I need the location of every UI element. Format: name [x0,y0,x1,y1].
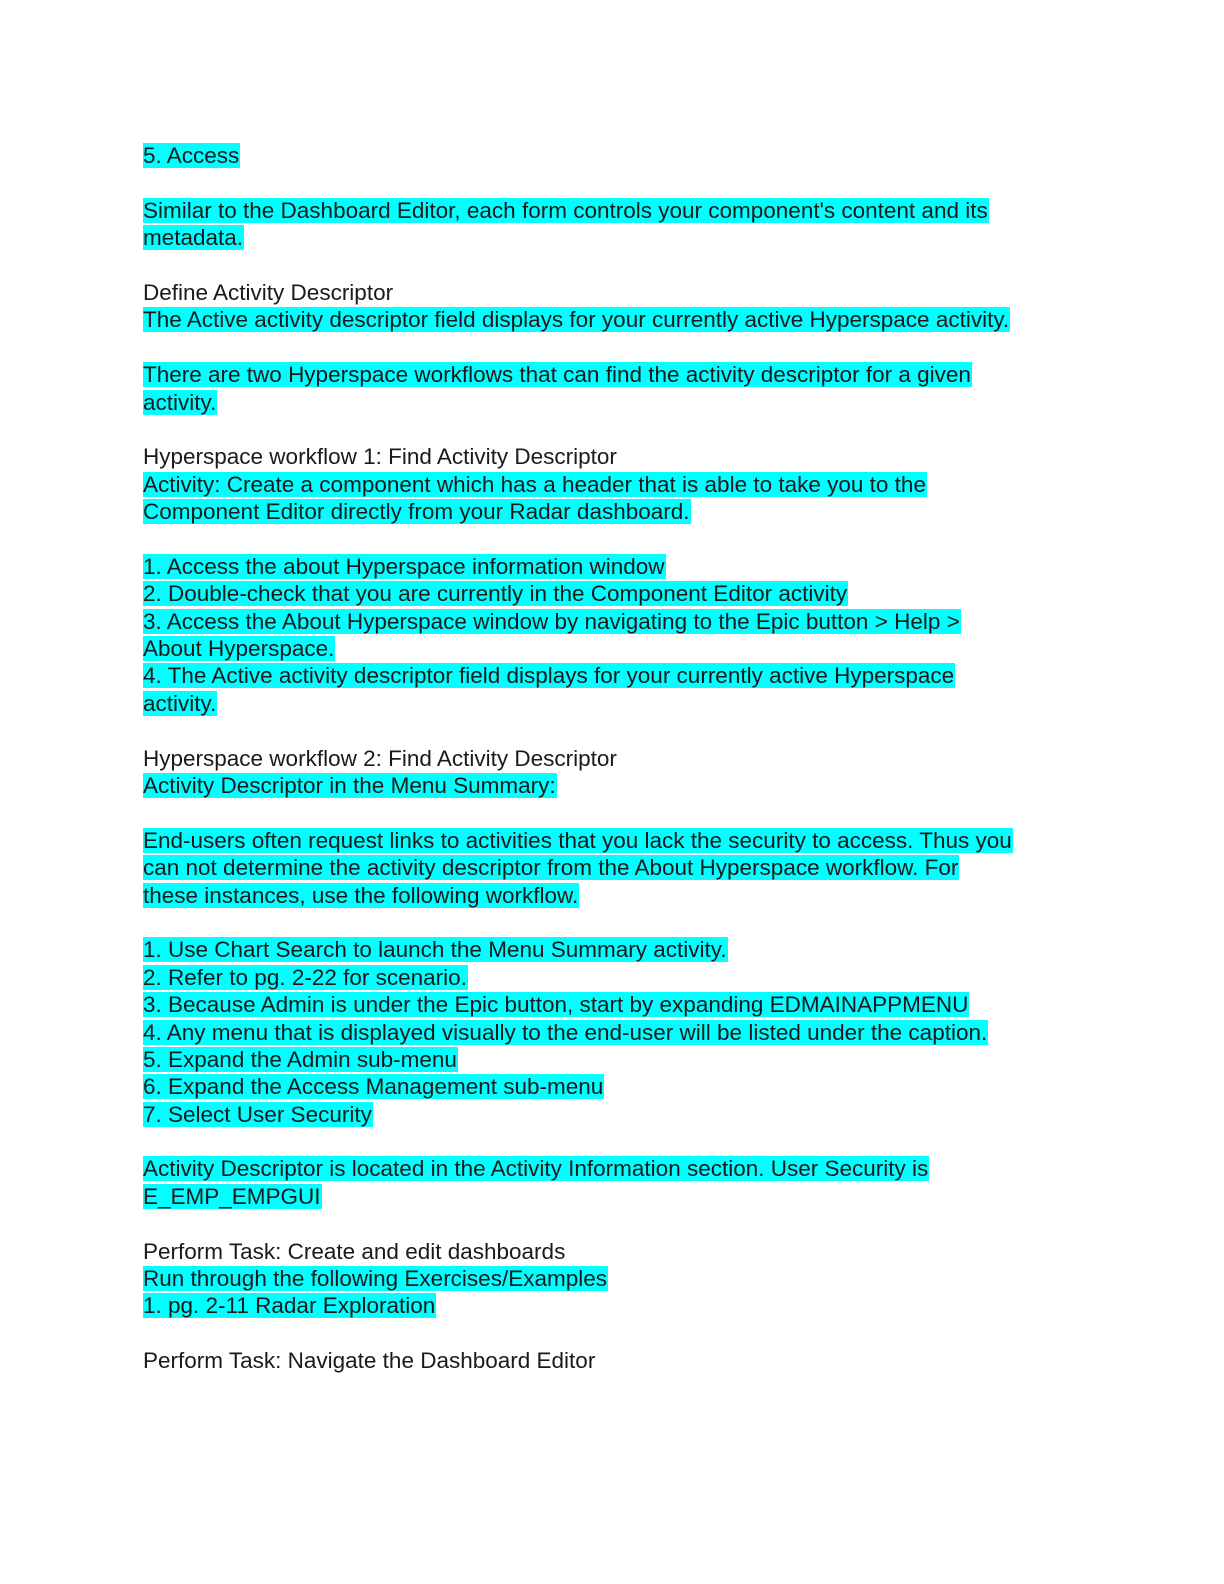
line-text: 4. Any menu that is displayed visually to the end-user will be listed under the caption. [143,1019,988,1045]
line-text: E_EMP_EMPGUI [143,1183,321,1209]
line-text: 3. Access the About Hyperspace window by navigating to the Epic button > Help > [143,608,960,634]
highlighted-text-line [143,580,1083,607]
line-text: activity. [143,690,217,716]
line-text: 1. Access the about Hyperspace information window [143,553,665,579]
text-line [143,1347,1083,1374]
blank-line [143,169,1083,196]
line-text: Component Editor directly from your Radar dashboard. [143,499,690,525]
document-page [143,142,1083,1375]
highlighted-text-line [143,1292,1083,1319]
highlighted-text-line [143,635,1083,662]
line-text: metadata. [143,225,244,251]
line-text: 5. Expand the Admin sub-menu [143,1046,457,1072]
line-text: 4. The Active activity descriptor field displays for your currently active Hyperspace [143,663,955,689]
highlighted-text-line [143,772,1083,799]
line-text: Similar to the Dashboard Editor, each form controls your component's content and its [143,197,988,223]
line-text: 5. Access [143,143,240,168]
highlighted-text-line [143,224,1083,251]
line-text: Perform Task: Navigate the Dashboard Editor [143,1348,596,1374]
line-text: activity. [143,389,217,415]
line-text: Perform Task: Create and edit dashboards [143,1238,566,1264]
highlighted-text-line [143,306,1083,333]
line-text: Define Activity Descriptor [143,279,394,305]
text-line [143,443,1083,470]
highlighted-text-line [143,361,1083,388]
blank-line [143,416,1083,443]
line-text: these instances, use the following workflow. [143,882,579,908]
highlighted-text-line [143,991,1083,1018]
line-text: Hyperspace workflow 2: Find Activity Descriptor [143,745,617,771]
line-text: can not determine the activity descriptor from the About Hyperspace workflow. For [143,855,959,881]
line-text: Activity Descriptor in the Menu Summary: [143,772,556,798]
blank-line [143,1128,1083,1155]
highlighted-text-line [143,1019,1083,1046]
line-text: There are two Hyperspace workflows that can find the activity descriptor for a given [143,362,971,388]
text-line [143,1238,1083,1265]
line-text: About Hyperspace. [143,636,335,662]
highlighted-text-line [143,964,1083,991]
highlighted-text-line [143,936,1083,963]
highlighted-text-line [143,1101,1083,1128]
document-body [143,142,1083,1375]
highlighted-text-line [143,662,1083,689]
line-text: 3. Because Admin is under the Epic button, start by expanding EDMAINAPPMENU [143,992,969,1018]
highlighted-text-line [143,553,1083,580]
line-text: 2. Double-check that you are currently in the Component Editor activity [143,581,848,607]
highlighted-text-line [143,854,1083,881]
blank-line [143,334,1083,361]
line-text: Activity: Create a component which has a header that is able to take you to the [143,471,926,497]
line-text: 6. Expand the Access Management sub-menu [143,1074,604,1100]
line-text: 7. Select User Security [143,1101,372,1127]
line-text: Activity Descriptor is located in the Activity Information section. User Security is [143,1156,929,1182]
highlighted-text-line [143,1183,1083,1210]
blank-line [143,252,1083,279]
line-text: Hyperspace workflow 1: Find Activity Descriptor [143,444,617,470]
highlighted-text-line [143,690,1083,717]
highlighted-text-line [143,1046,1083,1073]
blank-line [143,525,1083,552]
blank-line [143,1210,1083,1237]
blank-line [143,909,1083,936]
line-text: 2. Refer to pg. 2-22 for scenario. [143,964,467,990]
highlighted-text-line [143,498,1083,525]
highlighted-text-line [143,197,1083,224]
line-text: 1. pg. 2-11 Radar Exploration [143,1293,436,1319]
highlighted-text-line [143,1155,1083,1182]
highlighted-text-line [143,827,1083,854]
highlighted-text-line [143,142,1083,169]
highlighted-text-line [143,471,1083,498]
line-text: The Active activity descriptor field displays for your currently active Hyperspace activity. [143,307,1010,333]
highlighted-text-line [143,608,1083,635]
line-text: 1. Use Chart Search to launch the Menu Summary activity. [143,937,727,963]
text-line [143,279,1083,306]
blank-line [143,799,1083,826]
highlighted-text-line [143,1073,1083,1100]
line-text: Run through the following Exercises/Examples [143,1266,607,1292]
highlighted-text-line [143,1265,1083,1292]
text-line [143,745,1083,772]
highlighted-text-line [143,389,1083,416]
blank-line [143,717,1083,744]
blank-line [143,1320,1083,1347]
highlighted-text-line [143,882,1083,909]
line-text: End-users often request links to activities that you lack the security to access. Thus you [143,827,1012,853]
